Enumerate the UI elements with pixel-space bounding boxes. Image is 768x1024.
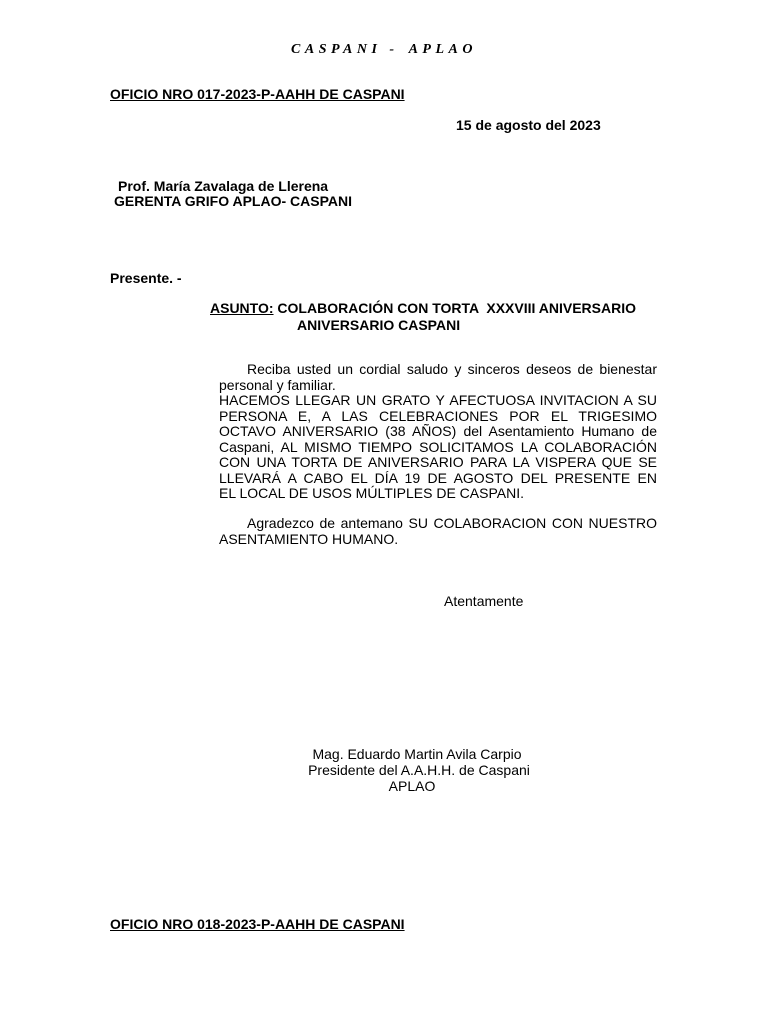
recipient-name: Prof. María Zavalaga de Llerena	[118, 178, 329, 194]
letterhead-right: APLAO	[408, 42, 477, 57]
letterhead-title	[0, 42, 768, 58]
signatory-place: APLAO	[388, 778, 436, 794]
oficio-number: OFICIO NRO 017-2023-P-AAHH DE CASPANI	[110, 86, 405, 102]
body-line: OCTAVO ANIVERSARIO (38 AÑOS) del Asentamiento Humano de	[219, 423, 657, 439]
subject-line-2: ANIVERSARIO CASPANI	[297, 317, 461, 333]
body-line: Caspani, AL MISMO TIEMPO SOLICITAMOS LA COLABORACIÓN	[219, 438, 657, 455]
subject-line-1	[210, 300, 636, 316]
body-paragraph-2	[219, 516, 657, 547]
salutation: Presente. -	[110, 270, 182, 286]
body-line: personal y familiar.	[219, 376, 336, 393]
body-line: ASENTAMIENTO HUMANO.	[219, 530, 399, 547]
body-line: Agradezco de antemano SU COLABORACION CON NUESTRO	[247, 515, 657, 531]
body-line: Reciba usted un cordial saludo y sinceros deseos de bienestar	[247, 361, 657, 377]
recipient-title: GERENTA GRIFO APLAO- CASPANI	[114, 193, 352, 209]
letterhead-left: CASPANI -	[291, 42, 399, 57]
closing: Atentamente	[444, 593, 524, 609]
body-line: LLEVARÁ A CABO EL DÍA 19 DE AGOSTO DEL PRESENTE EN	[219, 469, 657, 486]
body-line: PERSONA E, A LAS CELEBRACIONES POR EL TRIGESIMO	[219, 407, 657, 424]
body-paragraph-1	[219, 362, 657, 502]
signatory-name: Mag. Eduardo Martin Avila Carpio	[312, 746, 522, 762]
body-line: CON UNA TORTA DE ANIVERSARIO PARA LA VISPERA QUE SE	[219, 454, 657, 470]
body-line: HACEMOS LLEGAR UN GRATO Y AFECTUOSA INVITACION A SU	[219, 392, 657, 408]
subject-label: ASUNTO:	[210, 300, 274, 316]
next-oficio-number: OFICIO NRO 018-2023-P-AAHH DE CASPANI	[110, 916, 405, 932]
body-line: EL LOCAL DE USOS MÚLTIPLES DE CASPANI.	[219, 485, 524, 501]
signatory-role: Presidente del A.A.H.H. de Caspani	[308, 762, 530, 778]
subject-text-1: COLABORACIÓN CON TORTA XXXVIII ANIVERSARIO	[273, 300, 636, 316]
letter-date: 15 de agosto del 2023	[456, 117, 601, 133]
